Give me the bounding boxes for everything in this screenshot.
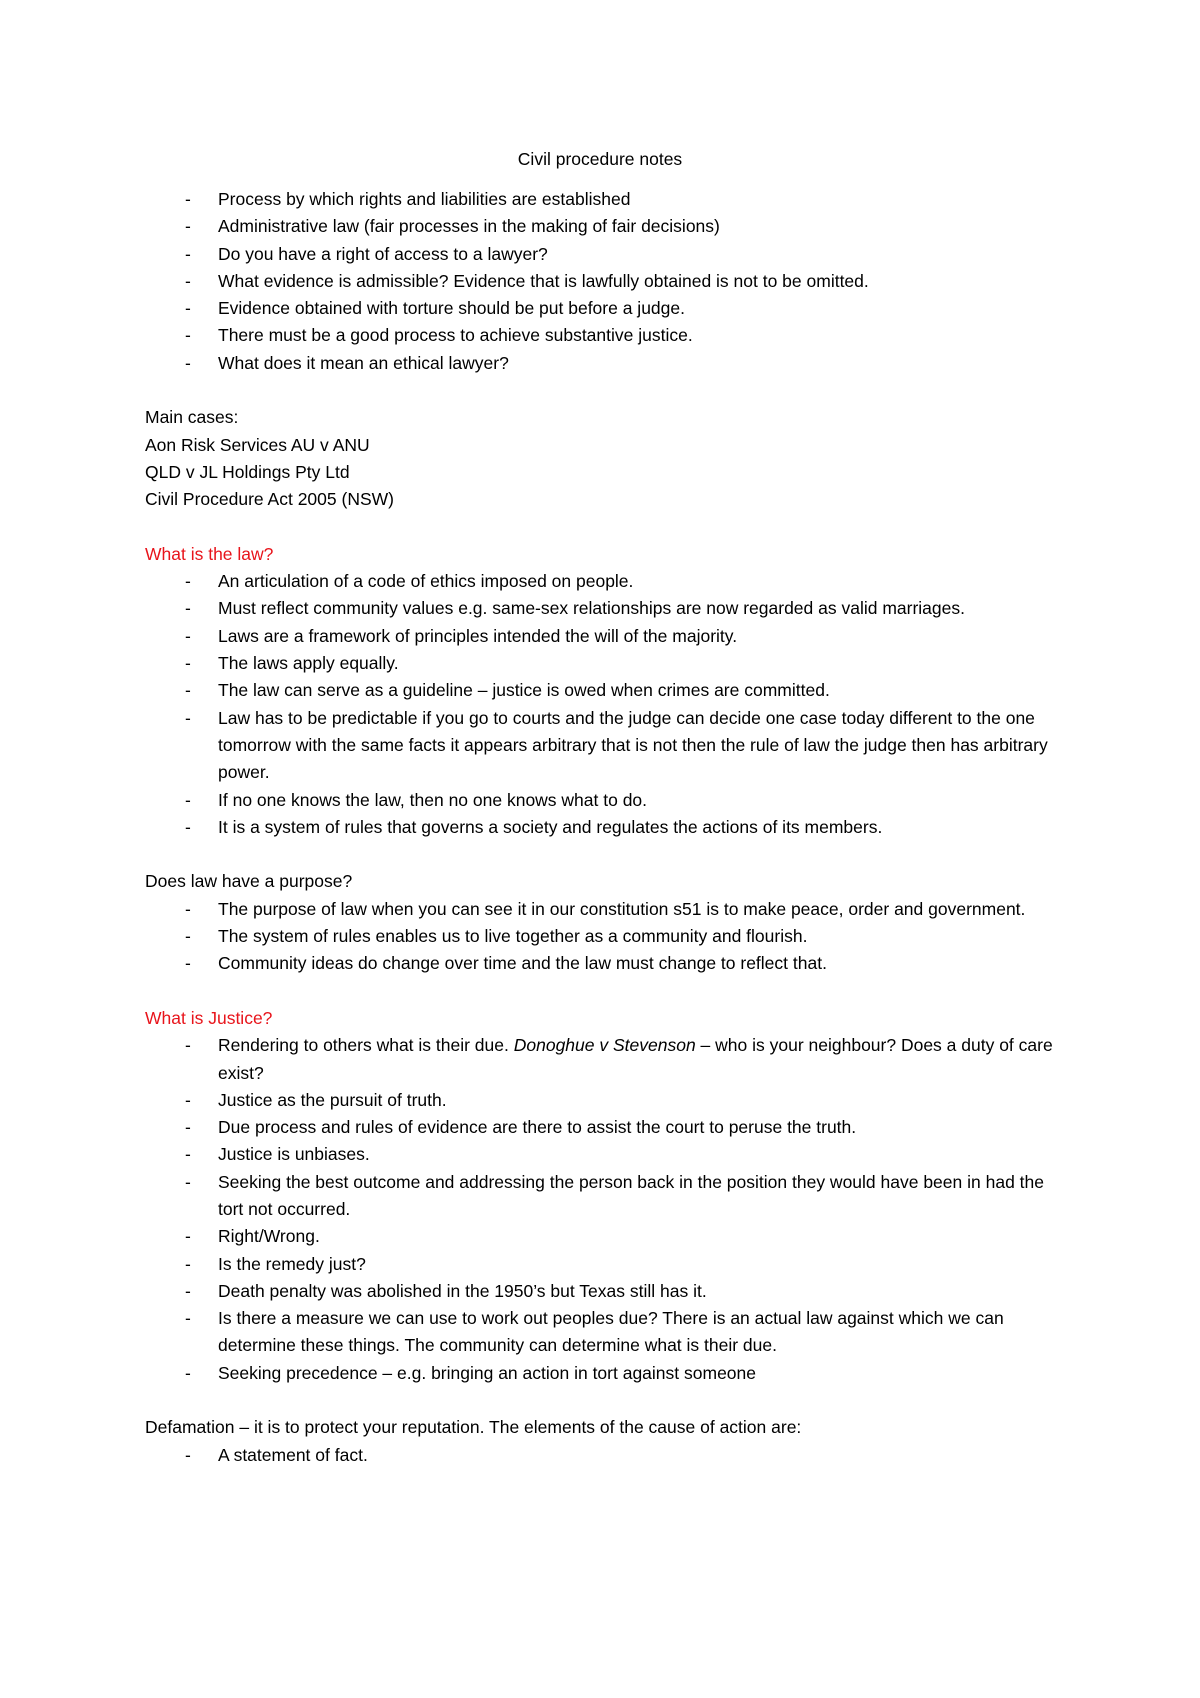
list-item-text: Administrative law (fair processes in the making of fair decisions) [218, 216, 720, 237]
list-item [145, 650, 1065, 677]
dash-bullet: - [185, 625, 191, 646]
list-item-text: Laws are a framework of principles intended the will of the majority. [218, 625, 738, 646]
dash-bullet: - [185, 1117, 191, 1138]
list-item-text: Do you have a right of access to a lawyer? [218, 243, 548, 264]
list-item [145, 1223, 1065, 1250]
list-item [145, 568, 1065, 595]
list-item-text: An articulation of a code of ethics imposed on people. [218, 571, 634, 592]
defamation-heading: Defamation – it is to protect your reputation. The elements of the cause of action are: [145, 1417, 802, 1438]
justice-list [145, 1032, 1065, 1387]
dash-bullet: - [185, 926, 191, 947]
list-item-text: The laws apply equally. [218, 653, 399, 674]
dash-bullet: - [185, 1171, 191, 1192]
list-item-text: A statement of fact. [218, 1444, 368, 1465]
dash-bullet: - [185, 816, 191, 837]
list-item-text [218, 1035, 1053, 1082]
spacer [145, 377, 1065, 404]
main-cases-heading: Main cases: [145, 407, 239, 428]
list-item [145, 623, 1065, 650]
dash-bullet: - [185, 1226, 191, 1247]
list-item-text: Law has to be predictable if you go to courts and the judge can decide one case today different to the one tomorrow with the same facts it appears arbitrary that is not then the rule of law the judge then has arbitrary power. [218, 707, 1048, 783]
list-item-text: If no one knows the law, then no one knows what to do. [218, 789, 648, 810]
dash-bullet: - [185, 680, 191, 701]
list-item [145, 705, 1065, 787]
text-run: Rendering to others what is their due. [218, 1035, 514, 1056]
list-item [145, 595, 1065, 622]
list-item-text: The system of rules enables us to live together as a community and flourish. [218, 926, 808, 947]
list-item-text: Right/Wrong. [218, 1226, 320, 1247]
list-item [145, 950, 1065, 977]
law-heading: What is the law? [145, 543, 274, 564]
dash-bullet: - [185, 325, 191, 346]
dash-bullet: - [185, 352, 191, 373]
list-item-text: Justice as the pursuit of truth. [218, 1089, 447, 1110]
list-item [145, 213, 1065, 240]
dash-bullet: - [185, 1253, 191, 1274]
dash-bullet: - [185, 243, 191, 264]
dash-bullet: - [185, 1362, 191, 1383]
list-item [145, 1360, 1065, 1387]
list-item [145, 1114, 1065, 1141]
list-item-text: Is the remedy just? [218, 1253, 366, 1274]
list-item [145, 1251, 1065, 1278]
list-item-text: It is a system of rules that governs a society and regulates the actions of its members. [218, 816, 883, 837]
document-title: Civil procedure notes [517, 149, 683, 169]
list-item-text: Seeking precedence – e.g. bringing an action in tort against someone [218, 1362, 756, 1383]
dash-bullet: - [185, 189, 191, 209]
text-run: – who is your neighbour? Does a duty of care exist? [218, 1035, 1053, 1083]
list-item-text: Must reflect community values e.g. same-sex relationships are now regarded as valid marriages. [218, 598, 965, 619]
spacer [145, 1387, 1065, 1414]
case-item: Aon Risk Services AU v ANU [145, 434, 370, 455]
list-item-text: What does it mean an ethical lawyer? [218, 352, 509, 373]
list-item [145, 1442, 1065, 1469]
justice-heading: What is Justice? [145, 1007, 273, 1028]
dash-bullet: - [185, 571, 191, 592]
dash-bullet: - [185, 1035, 191, 1056]
dash-bullet: - [185, 1280, 191, 1301]
purpose-list [145, 896, 1065, 978]
list-item [145, 1169, 1065, 1224]
spacer [145, 514, 1065, 541]
list-item-text: Evidence obtained with torture should be put before a judge. [218, 298, 685, 319]
list-item [145, 1032, 1065, 1087]
dash-bullet: - [185, 1444, 191, 1465]
list-item-text: Community ideas do change over time and the law must change to reflect that. [218, 953, 827, 974]
list-item [145, 814, 1065, 841]
list-item [145, 241, 1065, 268]
list-item [145, 350, 1065, 377]
purpose-heading: Does law have a purpose? [145, 871, 353, 892]
case-item: QLD v JL Holdings Pty Ltd [145, 461, 350, 482]
defamation-list [145, 1442, 1065, 1469]
list-item [145, 295, 1065, 322]
dash-bullet: - [185, 1144, 191, 1165]
dash-bullet: - [185, 216, 191, 237]
list-item-text: Seeking the best outcome and addressing the person back in the position they would have been in had the tort not occurred. [218, 1171, 1044, 1219]
dash-bullet: - [185, 653, 191, 674]
list-item-text: What evidence is admissible? Evidence that is lawfully obtained is not to be omitted. [218, 270, 869, 291]
dash-bullet: - [185, 1308, 191, 1329]
list-item-text: Justice is unbiases. [218, 1144, 370, 1165]
list-item-text: Is there a measure we can use to work out peoples due? There is an actual law against which we can determine these things. The community can determine what is their due. [218, 1308, 1004, 1356]
dash-bullet: - [185, 1089, 191, 1110]
spacer [145, 841, 1065, 868]
case-item: Civil Procedure Act 2005 (NSW) [145, 489, 394, 510]
case-name-italic: Donoghue v Stevenson [513, 1035, 696, 1056]
dash-bullet: - [185, 898, 191, 919]
list-item-text: Due process and rules of evidence are there to assist the court to peruse the truth. [218, 1117, 857, 1138]
list-item [145, 186, 1065, 213]
list-item-text: The purpose of law when you can see it in our constitution s51 is to make peace, order and government. [218, 898, 1026, 919]
list-item-text: The law can serve as a guideline – justice is owed when crimes are committed. [218, 680, 830, 701]
list-item-text: Death penalty was abolished in the 1950’s but Texas still has it. [218, 1280, 707, 1301]
dash-bullet: - [185, 298, 191, 319]
list-item [145, 677, 1065, 704]
list-item [145, 322, 1065, 349]
dash-bullet: - [185, 598, 191, 619]
spacer [145, 978, 1065, 1005]
dash-bullet: - [185, 270, 191, 291]
law-list [145, 568, 1065, 841]
dash-bullet: - [185, 707, 191, 728]
list-item [145, 1141, 1065, 1168]
document-body [145, 186, 1065, 1469]
dash-bullet: - [185, 953, 191, 974]
list-item [145, 1305, 1065, 1360]
list-item [145, 268, 1065, 295]
list-item [145, 896, 1065, 923]
list-item [145, 787, 1065, 814]
intro-list [145, 186, 1065, 377]
list-item [145, 1087, 1065, 1114]
dash-bullet: - [185, 789, 191, 810]
list-item-text: There must be a good process to achieve substantive justice. [218, 325, 693, 346]
list-item [145, 923, 1065, 950]
list-item [145, 1278, 1065, 1305]
list-item-text: Process by which rights and liabilities are established [218, 189, 631, 209]
